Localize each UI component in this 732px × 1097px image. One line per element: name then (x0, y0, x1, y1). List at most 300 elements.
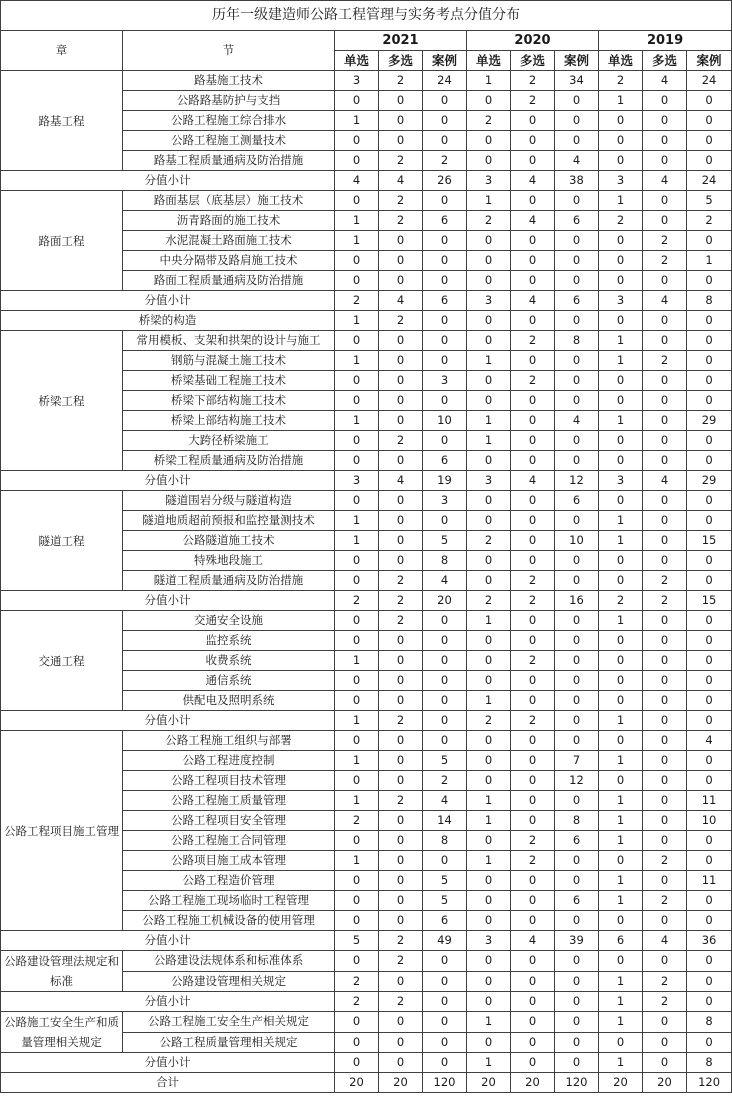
value-cell: 2 (599, 211, 643, 231)
value-cell: 1 (467, 71, 511, 91)
value-cell: 0 (423, 231, 467, 251)
value-cell: 0 (643, 411, 687, 431)
table-row (1, 491, 732, 511)
value-cell: 8 (555, 331, 599, 351)
value-cell: 0 (511, 431, 555, 451)
value-cell: 2 (379, 71, 423, 91)
value-cell: 1 (467, 1012, 511, 1033)
value-cell: 2 (379, 791, 423, 811)
value-cell: 0 (379, 391, 423, 411)
value-cell: 11 (687, 871, 732, 891)
chapter-cell: 桥梁工程 (1, 331, 123, 471)
value-cell: 0 (687, 691, 732, 711)
value-cell: 0 (467, 751, 511, 771)
value-cell: 6 (423, 291, 467, 311)
value-cell: 0 (467, 911, 511, 931)
section-cell: 公路工程进度控制 (123, 751, 335, 771)
value-cell: 0 (423, 951, 467, 972)
value-cell: 3 (335, 471, 379, 491)
value-cell: 0 (335, 951, 379, 972)
value-cell: 0 (687, 491, 732, 511)
value-cell: 1 (467, 431, 511, 451)
value-cell: 0 (643, 91, 687, 111)
value-cell: 0 (555, 231, 599, 251)
value-cell: 0 (687, 651, 732, 671)
value-cell: 0 (687, 571, 732, 591)
value-cell: 0 (423, 691, 467, 711)
value-cell: 0 (467, 871, 511, 891)
value-cell: 0 (555, 1053, 599, 1073)
value-cell: 0 (643, 811, 687, 831)
value-cell: 38 (555, 171, 599, 191)
value-cell: 6 (555, 891, 599, 911)
value-cell: 0 (687, 611, 732, 631)
value-cell: 0 (687, 311, 732, 331)
chapter-cell: 隧道工程 (1, 491, 123, 591)
value-cell: 0 (423, 111, 467, 131)
value-cell: 1 (599, 1012, 643, 1033)
type-header: 案例 (555, 51, 599, 71)
value-cell: 0 (643, 1053, 687, 1073)
value-cell: 4 (379, 291, 423, 311)
value-cell: 0 (423, 271, 467, 291)
value-cell: 0 (335, 771, 379, 791)
value-cell: 0 (511, 951, 555, 972)
value-cell: 0 (599, 491, 643, 511)
value-cell: 1 (599, 751, 643, 771)
value-cell: 0 (599, 551, 643, 571)
value-cell: 0 (511, 971, 555, 992)
value-cell: 0 (555, 992, 599, 1012)
table-row (1, 311, 732, 331)
value-cell: 0 (555, 431, 599, 451)
chapter-cell: 公路施工安全生产和质量管理相关规定 (1, 1012, 123, 1053)
value-cell: 0 (555, 1012, 599, 1033)
value-cell: 6 (423, 911, 467, 931)
value-cell: 0 (423, 992, 467, 1012)
title-row (1, 1, 732, 31)
type-header: 多选 (511, 51, 555, 71)
subtotal-row (1, 171, 732, 191)
value-cell: 0 (687, 951, 732, 972)
value-cell: 10 (423, 411, 467, 431)
value-cell: 4 (379, 471, 423, 491)
value-cell: 1 (467, 791, 511, 811)
value-cell: 0 (599, 671, 643, 691)
value-cell: 1 (335, 851, 379, 871)
value-cell: 0 (555, 711, 599, 731)
value-cell: 120 (423, 1073, 467, 1093)
value-cell: 0 (687, 891, 732, 911)
value-cell: 0 (335, 671, 379, 691)
value-cell: 0 (467, 571, 511, 591)
value-cell: 0 (467, 511, 511, 531)
value-cell: 0 (643, 391, 687, 411)
section-cell: 桥梁下部结构施工技术 (123, 391, 335, 411)
value-cell: 1 (599, 971, 643, 992)
value-cell: 0 (423, 391, 467, 411)
value-cell: 0 (467, 231, 511, 251)
value-cell: 0 (379, 731, 423, 751)
value-cell: 0 (423, 1012, 467, 1033)
value-cell: 0 (467, 491, 511, 511)
value-cell: 2 (511, 591, 555, 611)
value-cell: 4 (511, 291, 555, 311)
value-cell: 4 (511, 171, 555, 191)
value-cell: 15 (687, 531, 732, 551)
value-cell: 0 (335, 251, 379, 271)
value-cell: 2 (467, 111, 511, 131)
value-cell: 1 (335, 651, 379, 671)
value-cell: 15 (687, 591, 732, 611)
value-cell: 20 (423, 591, 467, 611)
section-cell: 公路建设管理相关规定 (123, 971, 335, 992)
value-cell: 0 (511, 611, 555, 631)
value-cell: 0 (599, 431, 643, 451)
section-cell: 公路路基防护与支挡 (123, 91, 335, 111)
value-cell: 0 (335, 1012, 379, 1033)
value-cell: 0 (599, 951, 643, 972)
value-cell: 0 (599, 651, 643, 671)
section-cell: 路面工程质量通病及防治措施 (123, 271, 335, 291)
value-cell: 0 (467, 971, 511, 992)
value-cell: 20 (379, 1073, 423, 1093)
type-header: 单选 (335, 51, 379, 71)
value-cell: 3 (423, 491, 467, 511)
value-cell: 1 (335, 311, 379, 331)
value-cell: 2 (643, 971, 687, 992)
year-header: 2019 (599, 31, 732, 51)
value-cell: 0 (555, 551, 599, 571)
table-row (1, 611, 732, 631)
value-cell: 1 (599, 811, 643, 831)
value-cell: 0 (467, 631, 511, 651)
value-cell: 0 (467, 391, 511, 411)
subtotal-label: 分值小计 (1, 591, 335, 611)
value-cell: 4 (379, 171, 423, 191)
value-cell: 0 (643, 271, 687, 291)
value-cell: 0 (379, 231, 423, 251)
value-cell: 0 (643, 711, 687, 731)
value-cell: 0 (555, 871, 599, 891)
value-cell: 0 (335, 571, 379, 591)
value-cell: 0 (423, 971, 467, 992)
value-cell: 20 (467, 1073, 511, 1093)
value-cell: 1 (335, 711, 379, 731)
value-cell: 1 (599, 871, 643, 891)
value-cell: 1 (335, 351, 379, 371)
value-cell: 0 (467, 992, 511, 1012)
section-cell: 交通安全设施 (123, 611, 335, 631)
value-cell: 2 (379, 951, 423, 972)
section-cell: 桥梁的构造 (1, 311, 335, 331)
value-cell: 2 (335, 811, 379, 831)
value-cell: 0 (599, 631, 643, 651)
value-cell: 0 (555, 651, 599, 671)
table-row (1, 191, 732, 211)
value-cell: 3 (467, 291, 511, 311)
value-cell: 0 (379, 371, 423, 391)
value-cell: 0 (379, 251, 423, 271)
section-cell: 公路工程造价管理 (123, 871, 335, 891)
value-cell: 19 (423, 471, 467, 491)
value-cell: 2 (335, 591, 379, 611)
value-cell: 0 (555, 911, 599, 931)
value-cell: 0 (555, 791, 599, 811)
subtotal-row (1, 291, 732, 311)
value-cell: 0 (467, 771, 511, 791)
value-cell: 26 (423, 171, 467, 191)
section-cell: 桥梁工程质量通病及防治措施 (123, 451, 335, 471)
value-cell: 0 (687, 992, 732, 1012)
value-cell: 0 (379, 331, 423, 351)
value-cell: 0 (643, 531, 687, 551)
value-cell: 0 (599, 111, 643, 131)
value-cell: 0 (643, 771, 687, 791)
section-cell: 供配电及照明系统 (123, 691, 335, 711)
value-cell: 29 (687, 471, 732, 491)
value-cell: 24 (423, 71, 467, 91)
value-cell: 0 (335, 191, 379, 211)
value-cell: 20 (335, 1073, 379, 1093)
value-cell: 0 (555, 191, 599, 211)
value-cell: 0 (643, 911, 687, 931)
value-cell: 0 (555, 251, 599, 271)
value-cell: 2 (599, 71, 643, 91)
value-cell: 4 (643, 171, 687, 191)
value-cell: 0 (511, 751, 555, 771)
value-cell: 12 (555, 771, 599, 791)
section-cell: 公路工程项目安全管理 (123, 811, 335, 831)
value-cell: 2 (511, 91, 555, 111)
value-cell: 0 (467, 451, 511, 471)
value-cell: 0 (423, 731, 467, 751)
value-cell: 0 (687, 131, 732, 151)
value-cell: 0 (643, 311, 687, 331)
value-cell: 1 (467, 851, 511, 871)
value-cell: 2 (379, 211, 423, 231)
value-cell: 0 (687, 151, 732, 171)
value-cell: 1 (599, 791, 643, 811)
table-row (1, 71, 732, 91)
value-cell: 2 (511, 331, 555, 351)
value-cell: 0 (511, 631, 555, 651)
value-cell: 4 (687, 731, 732, 751)
value-cell: 0 (555, 311, 599, 331)
value-cell: 2 (379, 191, 423, 211)
value-cell: 0 (511, 391, 555, 411)
value-cell: 1 (335, 411, 379, 431)
value-cell: 2 (379, 311, 423, 331)
section-cell: 公路工程施工测量技术 (123, 131, 335, 151)
value-cell: 0 (643, 371, 687, 391)
value-cell: 0 (599, 851, 643, 871)
value-cell: 0 (335, 831, 379, 851)
value-cell: 3 (599, 171, 643, 191)
value-cell: 0 (423, 331, 467, 351)
value-cell: 0 (599, 251, 643, 271)
value-cell: 0 (511, 671, 555, 691)
value-cell: 2 (599, 591, 643, 611)
value-cell: 8 (423, 551, 467, 571)
value-cell: 0 (379, 811, 423, 831)
value-cell: 0 (511, 251, 555, 271)
value-cell: 2 (511, 831, 555, 851)
value-cell: 1 (599, 191, 643, 211)
value-cell: 2 (511, 71, 555, 91)
table-title: 历年一级建造师公路工程管理与实务考点分值分布 (1, 1, 732, 31)
value-cell: 0 (379, 451, 423, 471)
value-cell: 0 (643, 491, 687, 511)
value-cell: 0 (687, 671, 732, 691)
table-row (1, 331, 732, 351)
value-cell: 0 (643, 331, 687, 351)
value-cell: 0 (643, 871, 687, 891)
value-cell: 0 (467, 891, 511, 911)
value-cell: 0 (511, 551, 555, 571)
value-cell: 1 (467, 811, 511, 831)
value-cell: 11 (687, 791, 732, 811)
value-cell: 6 (555, 211, 599, 231)
value-cell: 1 (467, 1053, 511, 1073)
value-cell: 0 (379, 491, 423, 511)
value-cell: 0 (511, 451, 555, 471)
section-header: 节 (123, 31, 335, 71)
value-cell: 4 (643, 291, 687, 311)
value-cell: 0 (511, 491, 555, 511)
value-cell: 3 (467, 931, 511, 951)
value-cell: 0 (379, 751, 423, 771)
value-cell: 3 (423, 371, 467, 391)
value-cell: 0 (467, 131, 511, 151)
value-cell: 0 (599, 731, 643, 751)
section-cell: 公路工程施工机械设备的使用管理 (123, 911, 335, 931)
value-cell: 0 (511, 791, 555, 811)
value-cell: 0 (599, 131, 643, 151)
value-cell: 0 (379, 271, 423, 291)
value-cell: 0 (423, 311, 467, 331)
chapter-cell: 公路工程项目施工管理 (1, 731, 123, 931)
value-cell: 2 (511, 571, 555, 591)
value-cell: 1 (599, 992, 643, 1012)
value-cell: 0 (511, 231, 555, 251)
value-cell: 0 (555, 951, 599, 972)
section-cell: 通信系统 (123, 671, 335, 691)
subtotal-label: 分值小计 (1, 291, 335, 311)
value-cell: 0 (423, 631, 467, 651)
section-cell: 监控系统 (123, 631, 335, 651)
value-cell: 0 (687, 351, 732, 371)
value-cell: 0 (555, 851, 599, 871)
value-cell: 2 (643, 351, 687, 371)
value-cell: 0 (555, 351, 599, 371)
value-cell: 0 (467, 951, 511, 972)
value-cell: 0 (511, 271, 555, 291)
value-cell: 0 (599, 371, 643, 391)
section-cell: 桥梁上部结构施工技术 (123, 411, 335, 431)
subtotal-row (1, 471, 732, 491)
value-cell: 1 (599, 91, 643, 111)
value-cell: 0 (467, 1032, 511, 1053)
section-cell: 隧道地质超前预报和监控量测技术 (123, 511, 335, 531)
value-cell: 0 (687, 551, 732, 571)
value-cell: 0 (335, 611, 379, 631)
value-cell: 0 (687, 751, 732, 771)
subtotal-row (1, 591, 732, 611)
value-cell: 0 (379, 1012, 423, 1033)
value-cell: 0 (423, 431, 467, 451)
value-cell: 0 (687, 1032, 732, 1053)
value-cell: 4 (423, 571, 467, 591)
type-header: 多选 (643, 51, 687, 71)
value-cell: 0 (643, 791, 687, 811)
value-cell: 24 (687, 71, 732, 91)
value-cell: 0 (555, 691, 599, 711)
value-cell: 4 (643, 931, 687, 951)
value-cell: 0 (511, 771, 555, 791)
chapter-cell: 交通工程 (1, 611, 123, 711)
value-cell: 0 (335, 1032, 379, 1053)
value-cell: 29 (687, 411, 732, 431)
table-row (1, 951, 732, 972)
value-cell: 2 (643, 231, 687, 251)
value-cell: 2 (335, 992, 379, 1012)
value-cell: 0 (335, 911, 379, 931)
type-header: 单选 (467, 51, 511, 71)
value-cell: 0 (335, 491, 379, 511)
value-cell: 0 (511, 411, 555, 431)
value-cell: 1 (687, 251, 732, 271)
value-cell: 0 (687, 391, 732, 411)
value-cell: 1 (467, 351, 511, 371)
value-cell: 1 (599, 331, 643, 351)
value-cell: 0 (335, 131, 379, 151)
value-cell: 0 (643, 111, 687, 131)
value-cell: 0 (511, 1032, 555, 1053)
value-cell: 0 (379, 971, 423, 992)
subtotal-row (1, 1053, 732, 1073)
value-cell: 5 (335, 931, 379, 951)
value-cell: 3 (599, 471, 643, 491)
value-cell: 0 (335, 551, 379, 571)
subtotal-label: 分值小计 (1, 931, 335, 951)
value-cell: 1 (335, 751, 379, 771)
value-cell: 0 (379, 1053, 423, 1073)
value-cell: 0 (423, 511, 467, 531)
value-cell: 0 (511, 731, 555, 751)
value-cell: 4 (335, 171, 379, 191)
value-cell: 0 (511, 111, 555, 131)
value-cell: 2 (643, 571, 687, 591)
value-cell: 0 (643, 151, 687, 171)
value-cell: 0 (643, 731, 687, 751)
value-cell: 1 (599, 1053, 643, 1073)
section-cell: 钢筋与混凝土施工技术 (123, 351, 335, 371)
value-cell: 4 (555, 151, 599, 171)
section-cell: 收费系统 (123, 651, 335, 671)
value-cell: 0 (687, 711, 732, 731)
section-cell: 公路工程施工合同管理 (123, 831, 335, 851)
value-cell: 0 (467, 671, 511, 691)
value-cell: 5 (423, 871, 467, 891)
value-cell: 0 (599, 1032, 643, 1053)
value-cell: 20 (599, 1073, 643, 1093)
value-cell: 0 (379, 631, 423, 651)
value-cell: 0 (555, 391, 599, 411)
value-cell: 1 (467, 611, 511, 631)
value-cell: 0 (511, 511, 555, 531)
value-cell: 0 (511, 1012, 555, 1033)
